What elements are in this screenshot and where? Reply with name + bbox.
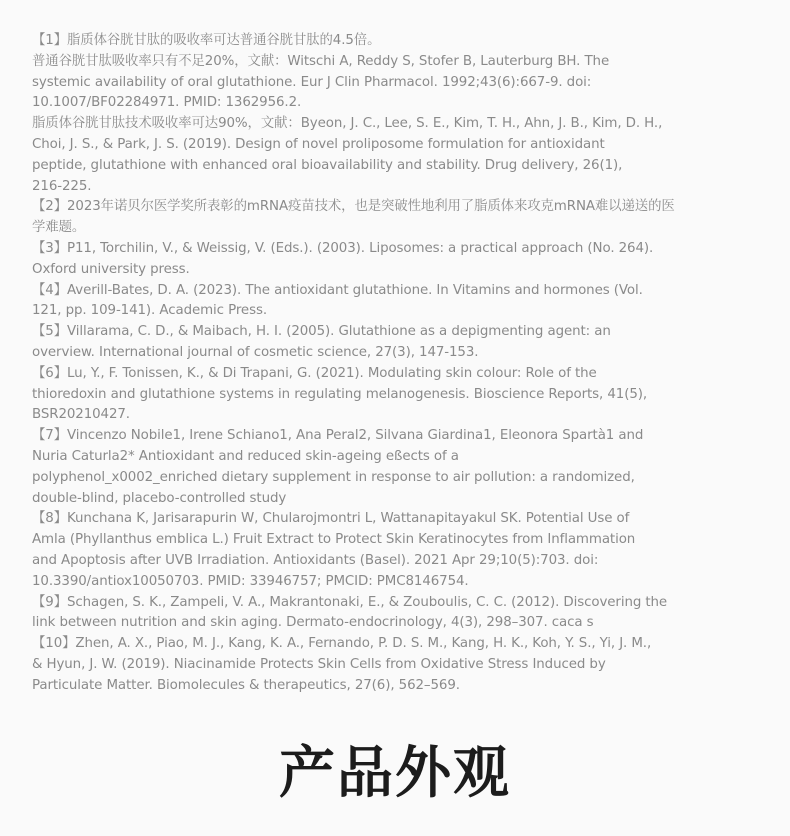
reference-line: double-blind, placebo-controlled study <box>32 490 287 506</box>
reference-line: 普通谷胱甘肽吸收率只有不足20%，文献：Witschi A, Reddy S, Stofer B, Lauterburg BH. The <box>32 53 610 69</box>
reference-line: 【10】Zhen, A. X., Piao, M. J., Kang, K. A., Fernando, P. D. S. M., Kang, H. K., Koh, Y. S., Yi, J. M., <box>32 636 652 652</box>
reference-line: Oxford university press. <box>32 261 190 277</box>
reference-line: 【7】Vincenzo Nobile1, Irene Schiano1, Ana Peral2, Silvana Giardina1, Eleonora Spartà1 and <box>32 428 644 444</box>
section-title: 产品外观 <box>279 741 511 806</box>
reference-line: link between nutrition and skin aging. Dermato-endocrinology, 4(3), 298–307. caca s <box>32 615 594 631</box>
reference-line: thioredoxin and glutathione systems in regulating melanogenesis. Bioscience Reports, 41(5), <box>32 386 648 402</box>
reference-line: 【3】P11, Torchilin, V., & Weissig, V. (Eds.). (2003). Liposomes: a practical approach (No. 264). <box>32 240 654 256</box>
reference-line: 【1】脂质体谷胱甘肽的吸收率可达普通谷胱甘肽的4.5倍。 <box>32 33 381 48</box>
reference-line: systemic availability of oral glutathione. Eur J Clin Pharmacol. 1992;43(6):667-9. doi: <box>32 74 592 90</box>
reference-list <box>32 31 767 697</box>
reference-line: overview. International journal of cosmetic science, 27(3), 147-153. <box>32 344 479 360</box>
reference-line: 10.3390/antiox10050703. PMID: 33946757; PMCID: PMC8146754. <box>32 573 469 589</box>
reference-line: 【6】Lu, Y., F. Tonissen, K., & Di Trapani, G. (2021). Modulating skin colour: Role of the <box>32 365 597 381</box>
reference-line: peptide, glutathione with enhanced oral bioavailability and stability. Drug delivery, 26(1), <box>32 157 623 173</box>
reference-line: 121, pp. 109-141). Academic Press. <box>32 303 267 319</box>
reference-line: 【9】Schagen, S. K., Zampeli, V. A., Makrantonaki, E., & Zouboulis, C. C. (2012). Discovering the <box>32 594 668 610</box>
reference-line: 【2】2023年诺贝尔医学奖所表彰的mRNA疫苗技术，也是突破性地利用了脂质体来攻克mRNA难以递送的医 <box>32 199 675 215</box>
reference-line: Nuria Caturla2* Antioxidant and reduced skin-ageing eßects of a <box>32 448 459 464</box>
reference-line: 10.1007/BF02284971. PMID: 1362956.2. <box>32 95 302 111</box>
reference-line: Choi, J. S., & Park, J. S. (2019). Design of novel proliposome formulation for antioxidant <box>32 136 605 152</box>
reference-line: & Hyun, J. W. (2019). Niacinamide Protects Skin Cells from Oxidative Stress Induced by <box>32 656 606 672</box>
reference-line: 216-225. <box>32 178 92 194</box>
reference-line: and Apoptosis after UVB Irradiation. Antioxidants (Basel). 2021 Apr 29;10(5):703. doi: <box>32 552 599 568</box>
reference-line: polyphenol_x0002_enriched dietary supplement in response to air pollution: a randomized, <box>32 469 635 485</box>
reference-line: Amla (Phyllanthus emblica L.) Fruit Extract to Protect Skin Keratinocytes from Inflammation <box>32 532 636 548</box>
reference-line: 脂质体谷胱甘肽技术吸收率可达90%，文献：Byeon, J. C., Lee, S. E., Kim, T. H., Ahn, J. B., Kim, D. H., <box>32 116 663 132</box>
reference-line: 【4】Averill-Bates, D. A. (2023). The antioxidant glutathione. In Vitamins and hormones (Vol. <box>32 282 643 298</box>
reference-line: BSR20210427. <box>32 407 130 423</box>
reference-line: 【8】Kunchana K, Jarisarapurin W, Chularojmontri L, Wattanapitayakul SK. Potential Use of <box>32 511 630 527</box>
reference-line: 【5】Villarama, C. D., & Maibach, H. I. (2005). Glutathione as a depigmenting agent: an <box>32 324 611 340</box>
reference-line: 学难题。 <box>32 220 86 236</box>
reference-line: Particulate Matter. Biomolecules & therapeutics, 27(6), 562–569. <box>32 677 460 693</box>
